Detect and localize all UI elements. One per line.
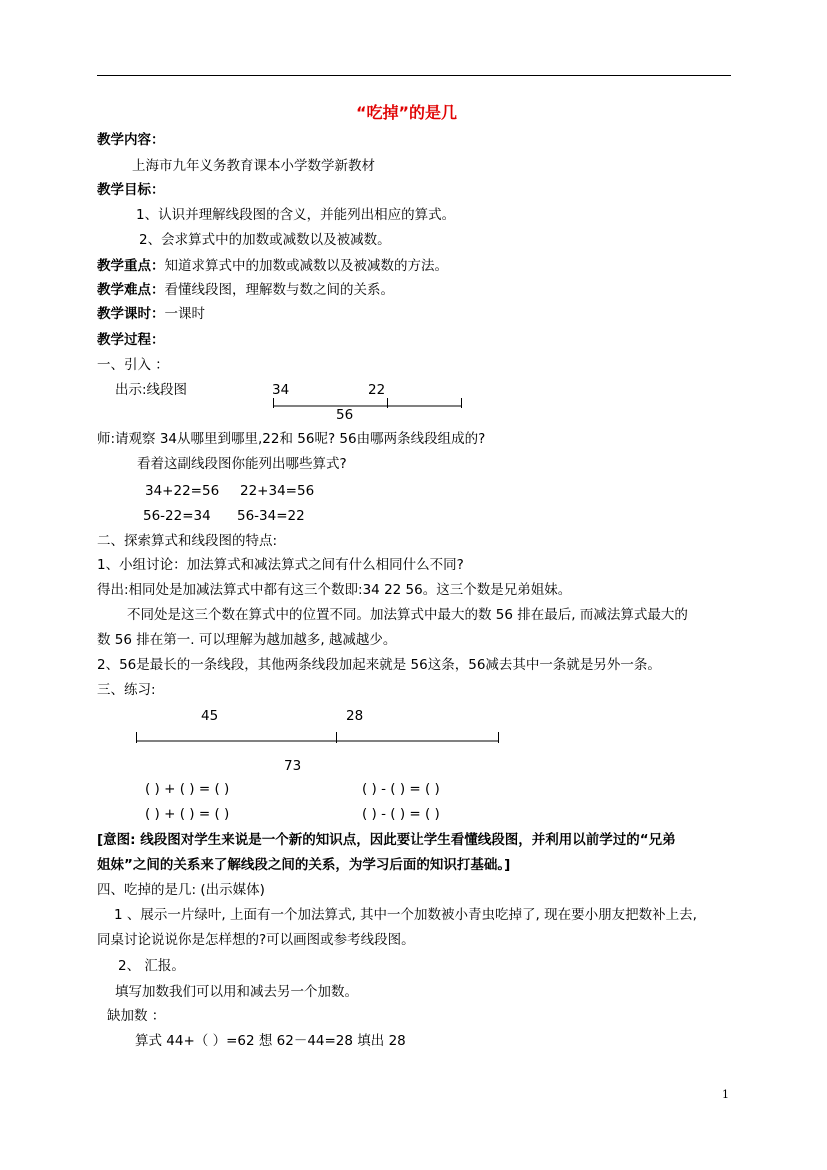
section-2-line-2: 得出:相同处是加减法算式中都有这三个数即:34 22 56。这三个数是兄弟姐妹。	[97, 582, 572, 598]
page-number: 1	[722, 1088, 729, 1101]
equation-1: 34+22=56	[145, 483, 220, 499]
segment-1-total: 56	[336, 407, 354, 423]
intent-note-line-2: 姐妹”之间的关系来了解线段之间的关系，为学习后面的知识打基础。]	[97, 857, 511, 873]
blank-sub-1: ( ) - ( ) = ( )	[362, 781, 440, 797]
section-4-missing-addend: 缺加数 ：	[107, 1008, 166, 1024]
show-label: 出示:线段图	[115, 382, 188, 398]
section-4-line-2: 同桌讨论说说你是怎样想的?可以画图或参考线段图。	[97, 932, 415, 948]
blank-sub-2: ( ) - ( ) = ( )	[362, 806, 440, 822]
equation-2: 22+34=56	[240, 483, 315, 499]
segment-diagram-1	[270, 396, 466, 410]
section-2-line-3: 不同处是这三个数在算式中的位置不同。加法算式中最大的数 56 排在最后, 而减法算式最大的	[127, 607, 688, 623]
difficulty-text: 看懂线段图，理解数与数之间的关系。	[164, 282, 394, 298]
segment-1-label-a: 34	[272, 382, 290, 398]
segment-diagram-2	[133, 731, 503, 745]
key-heading: 教学重点：	[97, 258, 165, 274]
equation-3: 56-22=34	[143, 508, 211, 524]
blank-add-1: ( ) + ( ) = ( )	[145, 781, 230, 797]
ask-equations: 看着这副线段图你能列出哪些算式?	[137, 456, 347, 472]
goal-item-1: 1、认识并理解线段图的含义，并能列出相应的算式。	[136, 207, 456, 223]
hours-text: 一课时	[164, 306, 205, 322]
blank-add-2: ( ) + ( ) = ( )	[145, 806, 230, 822]
section-4-line-1: 1 、展示一片绿叶, 上面有一个加法算式, 其中一个加数被小青虫吃掉了, 现在要小朋友把数补上去,	[114, 907, 697, 923]
header-rule	[97, 75, 731, 76]
section-1-heading: 一、引入 ：	[97, 357, 169, 373]
class-hours	[97, 305, 205, 323]
key-points	[97, 257, 448, 275]
section-3-heading: 三、练习:	[97, 682, 156, 698]
section-2-heading: 二、探索算式和线段图的特点:	[97, 533, 278, 549]
section-4-example: 算式 44+（ ）=62 想 62－44=28 填出 28	[135, 1033, 406, 1049]
page-title: “吃掉”的是几	[356, 103, 458, 122]
equation-4: 56-34=22	[237, 508, 305, 524]
section-2-line-5: 2、56是最长的一条线段，其他两条线段加起来就是 56这条，56减去其中一条就是另外一条。	[97, 657, 661, 673]
segment-2-total: 73	[284, 758, 302, 774]
key-text: 知道求算式中的加数或减数以及被减数的方法。	[164, 258, 448, 274]
segment-1-label-b: 22	[368, 382, 386, 398]
section-2-line-1: 1、小组讨论：加法算式和减法算式之间有什么相同什么不同?	[97, 557, 464, 573]
goals-heading: 教学目标：	[97, 182, 165, 198]
segment-2-label-b: 28	[346, 708, 364, 724]
difficult-points	[97, 281, 394, 299]
teacher-question: 师:请观察 34从哪里到哪里,22和 56呢? 56由哪两条线段组成的?	[97, 431, 486, 447]
process-heading: 教学过程：	[97, 332, 165, 348]
content-heading: 教学内容：	[97, 132, 165, 148]
intent-note-line-1: [意图: 线段图对学生来说是一个新的知识点，因此要让学生看懂线段图，并利用以前学过的“兄弟	[97, 832, 676, 848]
section-2-line-4: 数 56 排在第一. 可以理解为越加越多, 越减越少。	[97, 632, 397, 648]
section-4-report: 2、 汇报。	[118, 958, 185, 974]
hours-heading: 教学课时：	[97, 306, 165, 322]
section-4-method: 填写加数我们可以用和减去另一个加数。	[115, 984, 358, 1000]
goal-item-2: 2、会求算式中的加数或减数以及被减数。	[139, 232, 391, 248]
content-text: 上海市九年义务教育课本小学数学新教材	[132, 158, 375, 174]
segment-2-label-a: 45	[201, 708, 219, 724]
section-4-heading: 四、吃掉的是几: (出示媒体)	[97, 882, 265, 898]
difficulty-heading: 教学难点：	[97, 282, 165, 298]
